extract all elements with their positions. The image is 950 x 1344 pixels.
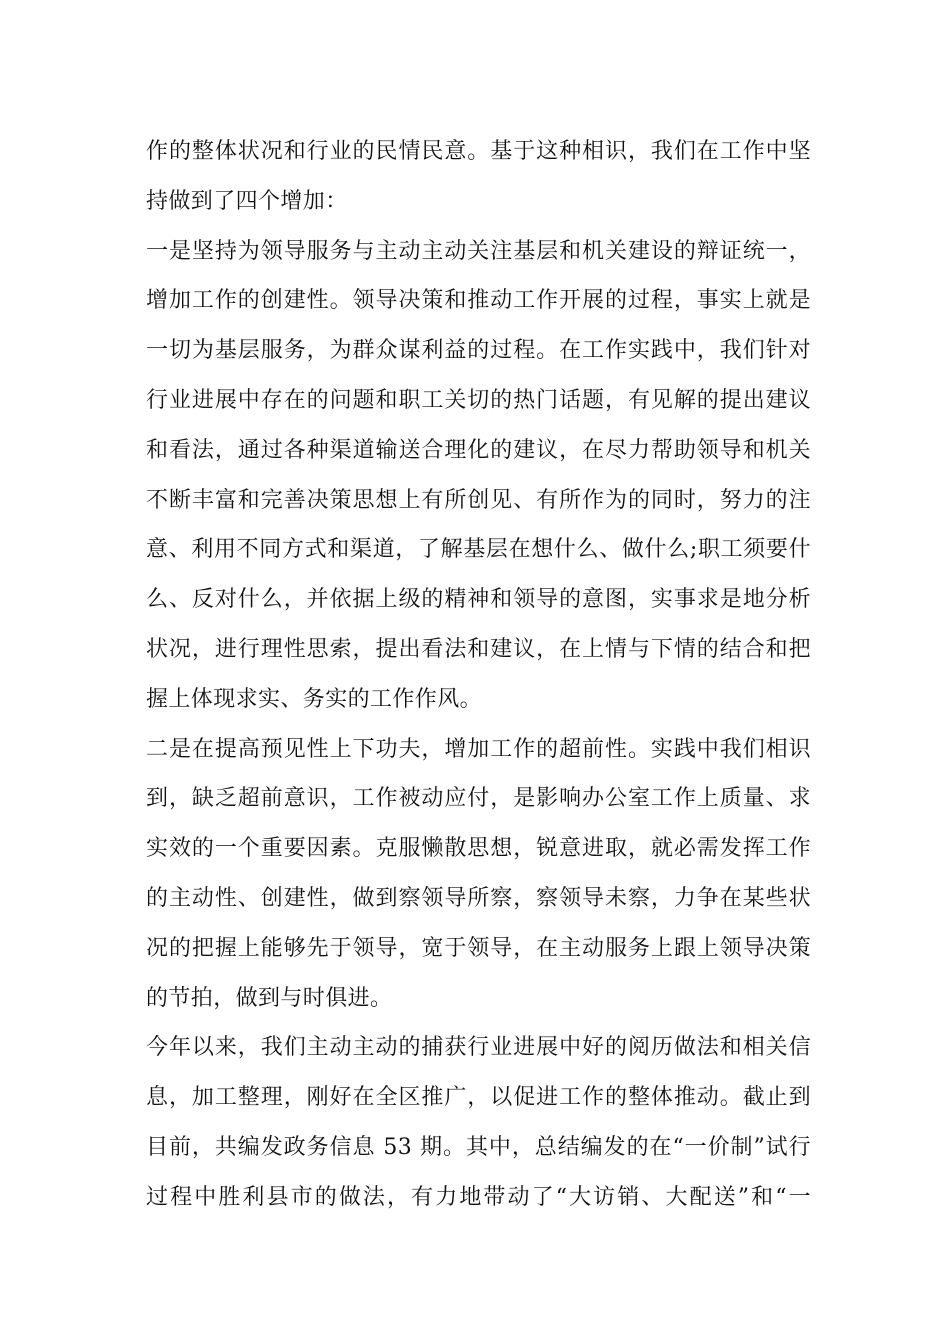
text-line: 么、反对什么，并依据上级的精神和领导的意图，实事求是地分析 [146,587,811,613]
text-line: 增加工作的创建性。领导决策和推动工作开展的过程，事实上就是 [146,288,811,314]
text-line: 的主动性、创建性，做到察领导所察，察领导未察，力争在某些状 [146,885,811,911]
body-text [146,127,811,1223]
text-line: 过程中胜利县市的做法，有力地带动了“大访销、大配送”和“一 [146,1184,811,1210]
text-line: 和看法，通过各种渠道输送合理化的建议，在尽力帮助领导和机关 [146,437,811,463]
text-line: 息，加工整理，刚好在全区推广，以促进工作的整体推动。截止到 [146,1085,811,1111]
text-line: 实效的一个重要因素。克服懒散思想，锐意进取，就必需发挥工作 [146,836,811,862]
text-line: 到，缺乏超前意识，工作被动应付，是影响办公室工作上质量、求 [146,786,811,812]
text-line: 不断丰富和完善决策思想上有所创见、有所作为的同时，努力的注 [146,487,811,513]
text-line: 况的把握上能够先于领导，宽于领导，在主动服务上跟上领导决策 [146,935,811,961]
text-line: 一是坚持为领导服务与主动主动关注基层和机关建设的辩证统一， [146,238,811,264]
text-line: 意、利用不同方式和渠道，了解基层在想什么、做什么;职工须要什 [146,537,811,563]
text-line: 目前，共编发政务信息 53 期。其中，总结编发的在“一价制”试行 [146,1134,811,1160]
text-line: 一切为基层服务，为群众谋利益的过程。在工作实践中，我们针对 [146,338,811,364]
text-line: 行业进展中存在的问题和职工关切的热门话题，有见解的提出建议 [146,387,811,413]
text-line: 握上体现求实、务实的工作作风。 [146,686,483,712]
text-line: 作的整体状况和行业的民情民意。基于这种相识，我们在工作中坚 [146,139,811,164]
text-line: 持做到了四个增加： [146,188,348,214]
text-line: 的节拍，做到与时俱进。 [146,985,393,1011]
text-line: 状况，进行理性思索，提出看法和建议，在上情与下情的结合和把 [146,636,811,662]
text-line: 二是在提高预见性上下功夫，增加工作的超前性。实践中我们相识 [146,736,811,762]
text-line: 今年以来，我们主动主动的捕获行业进展中好的阅历做法和相关信 [146,1035,811,1061]
